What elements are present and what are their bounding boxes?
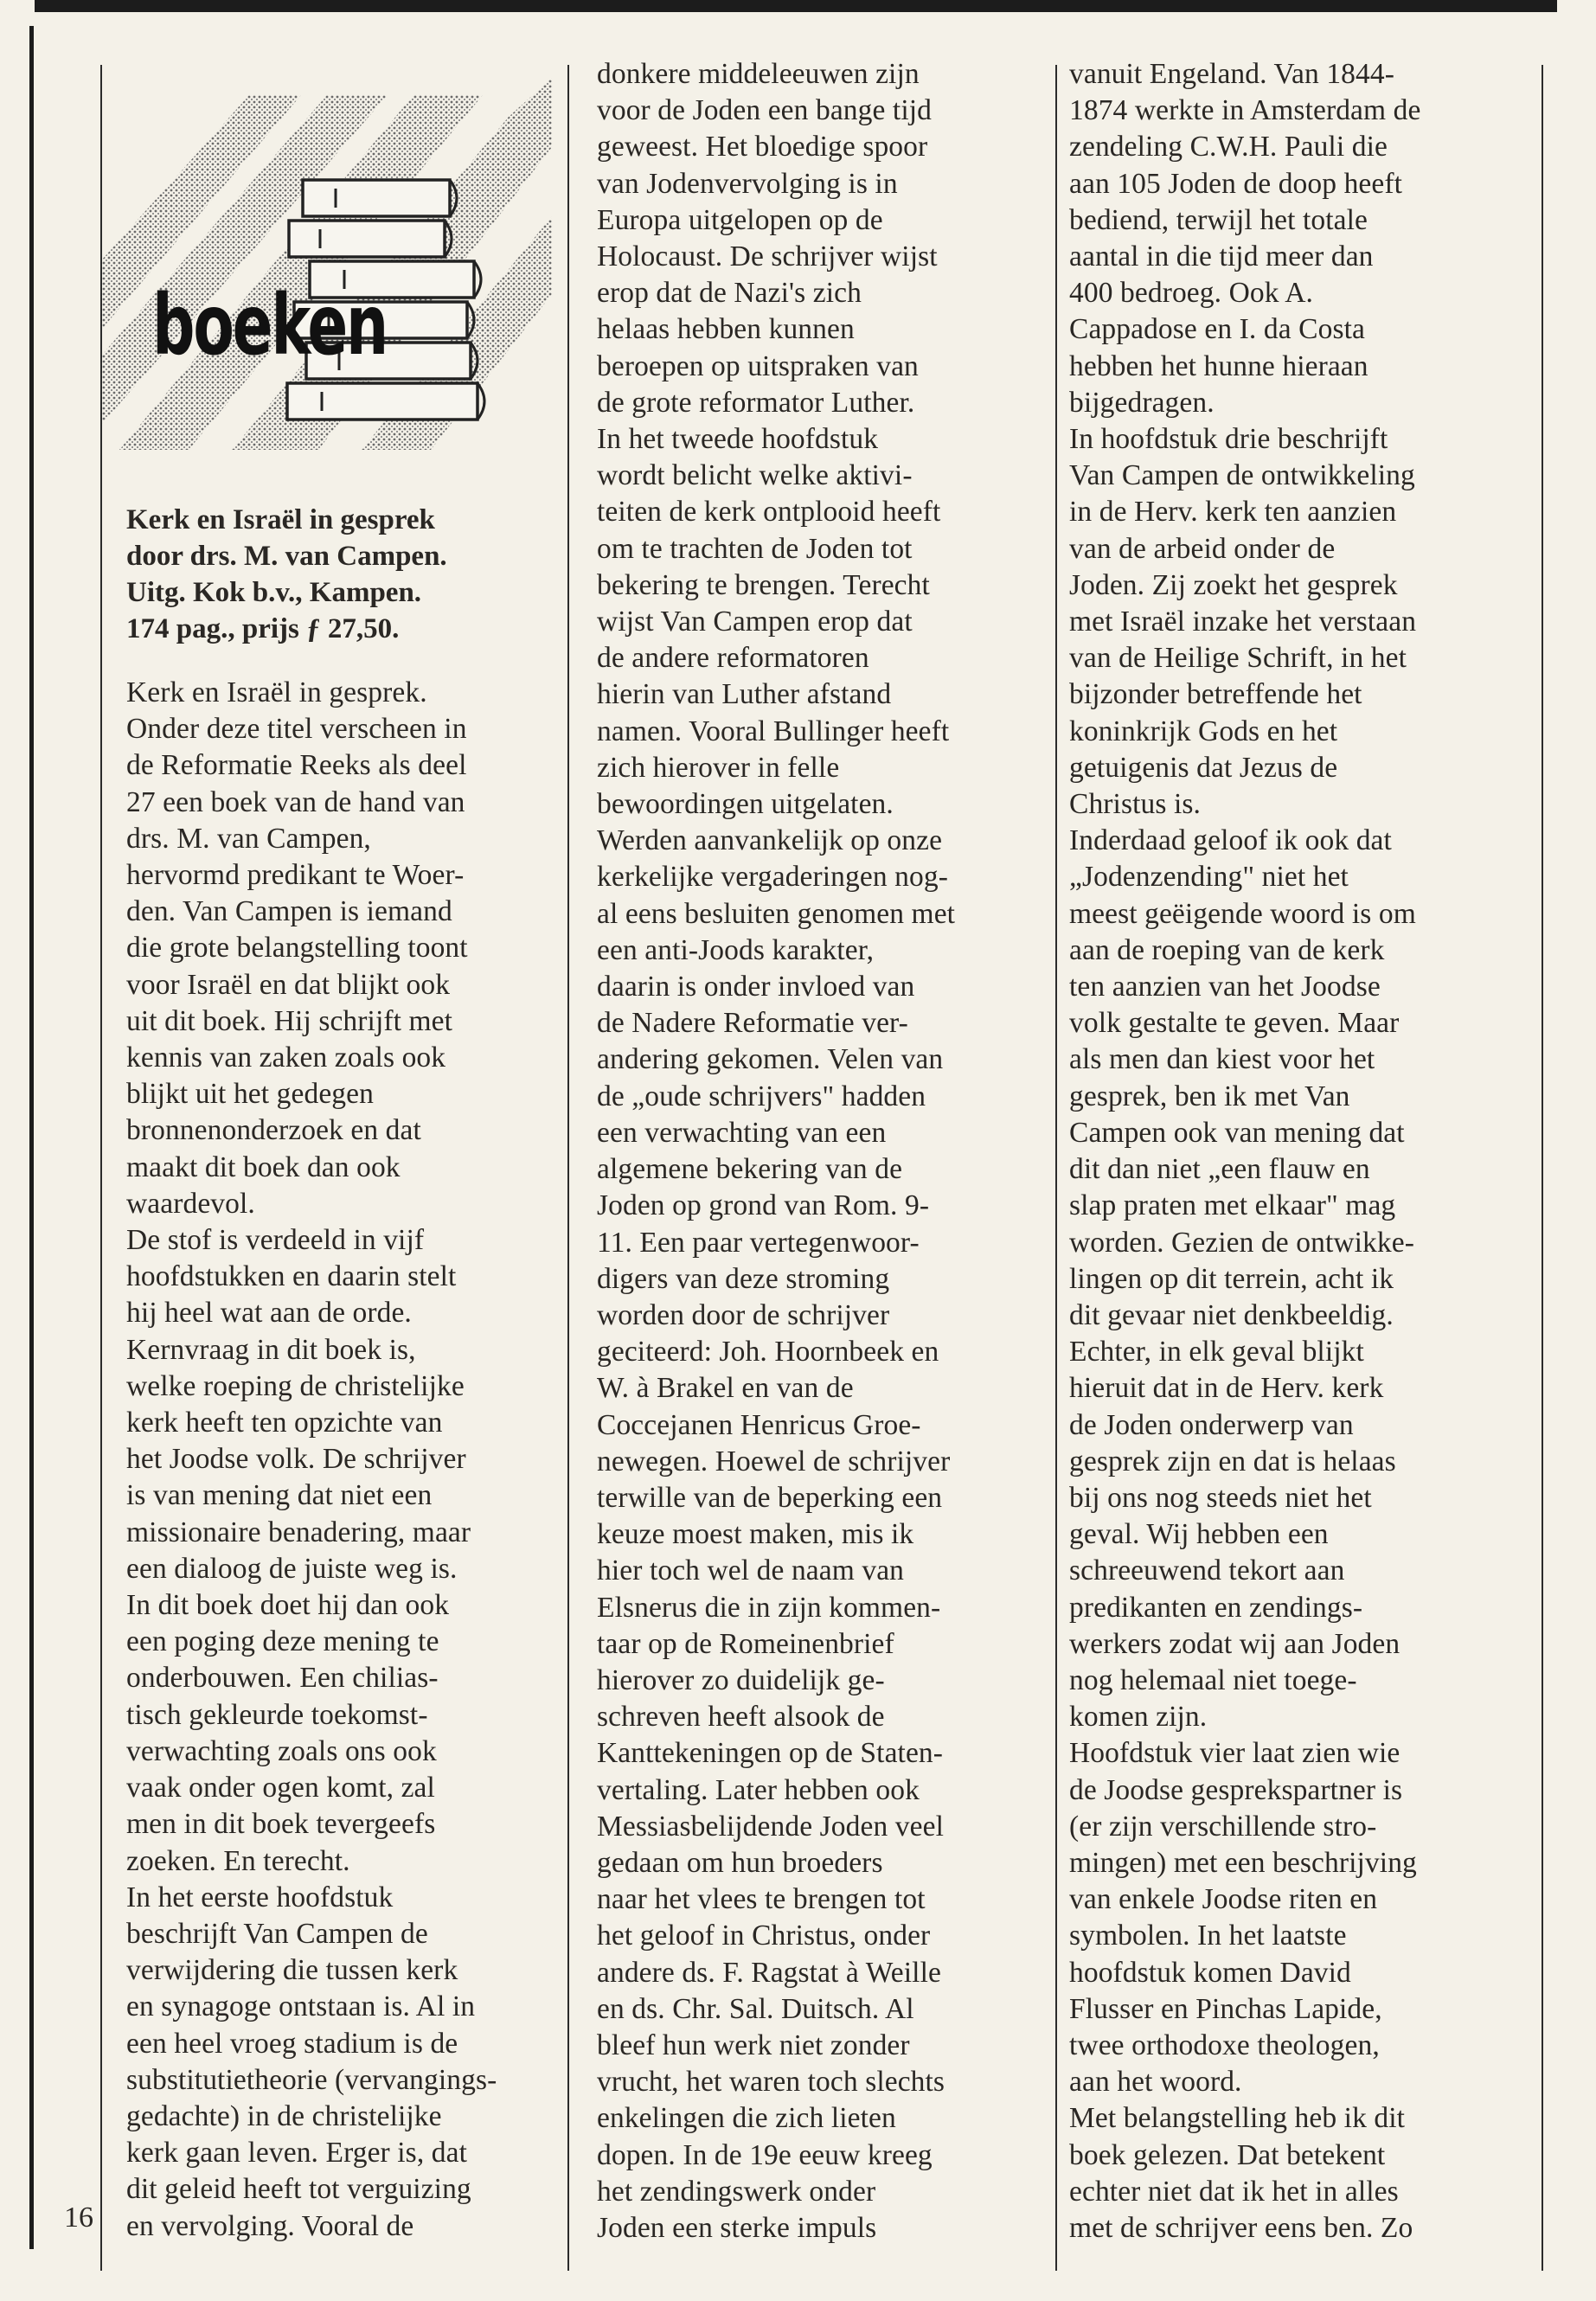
left-margin-rule [29,26,34,2249]
section-header-artwork [102,43,586,502]
column-1-text: Kerk en Israël in gesprek. Onder deze titel verscheen in de Reformatie Reeks als deel 27 een boek van de hand van drs. M. van Campen, hervormd predikant te Woer- den. Van Campen is iemand die grote belangstelling toont voor Israël en dat blijkt ook uit dit boek. Hij schrijft met kennis van zaken zoals ook blijkt uit het gedegen bronnenonderzoek en dat maakt dit boek dan ook waardevol. De stof is verdeeld in vijf hoofdstukken en daarin stelt hij heel wat aan de orde. Kernvraag in dit boek is, welke roeping de christelijke kerk heeft ten opzichte van het Joodse volk. De schrijver is van mening dat niet een missionaire benadering, maar een dialoog de juiste weg is. In dit boek doet hij dan ook een poging deze mening te onderbouwen. Een chilias- tisch gekleurde toekomst- verwachting zoals ons ook vaak onder ogen komt, zal men in dit boek tevergeefs zoeken. En terecht. In het eerste hoofdstuk beschrijft Van Campen de verwijdering die tussen kerk en synagoge ontstaan is. Al in een heel vroeg stadium is de substitutietheorie (vervangings- gedachte) in de christelijke kerk gaan leven. Erger is, dat dit geleid heeft tot verguizing en vervolging. Vooral de [126,676,497,2242]
text-column-1 [126,675,559,2245]
section-heading: boeken [152,277,388,374]
column-rule-4 [1542,65,1543,2271]
column-rule-3 [1055,65,1057,2271]
page-number: 16 [64,2202,93,2234]
column-3-text: vanuit Engeland. Van 1844- 1874 werkte in Amsterdam de zendeling C.W.H. Pauli die aan 105 Joden de doop heeft bediend, terwijl het totale aantal in die tijd meer dan 400 bedroeg. Ook A. Cappadose en I. da Costa hebben het hunne hieraan bijgedragen. In hoofdstuk drie beschrijft Van Campen de ontwikkeling in de Herv. kerk ten aanzien van de arbeid onder de Joden. Zij zoekt het gesprek met Israël inzake het verstaan van de Heilige Schrift, in het bijzonder betreffende het koninkrijk Gods en het getuigenis dat Jezus de Christus is. Inderdaad geloof ik ook dat „Jodenzending" niet het meest geëigende woord is om aan de roeping van de kerk ten aanzien van het Joodse volk gestalte te geven. Maar als men dan kiest voor het gesprek, ben ik met Van Campen ook van mening dat dit dan niet „een flauw en slap praten met elkaar" mag worden. Gezien de ontwikke- lingen op dit terrein, acht ik dit gevaar niet denkbeeldig. Echter, in elk geval blijkt hieruit dat in de Herv. kerk de Joden onderwerp van gesprek zijn en dat is helaas bij ons nog steeds niet het geval. Wij hebben een schreeuwend tekort aan predikanten en zendings- werkers zodat wij aan Joden nog helemaal niet toege- komen zijn. Hoofdstuk vier laat zien wie de Joodse gesprekspartner is (er zijn verschillende stro- mingen) met een beschrijving van enkele Joodse riten en symbolen. In het laatste hoofdstuk komen David Flusser en Pinchas Lapide, twee orthodoxe theologen, aan het woord. Met belangstelling heb ik dit boek gelezen. Dat betekent echter niet dat ik het in alles met de schrijver eens ben. Zo [1069,58,1421,2244]
book-info: Kerk en Israël in gesprek door drs. M. van Campen. Uitg. Kok b.v., Kampen. 174 pag., prijs ƒ 27,50. [126,504,447,644]
text-column-3 [1069,56,1536,2247]
book-stack-icon [102,43,586,502]
column-2-text: donkere middeleeuwen zijn voor de Joden een bange tijd geweest. Het bloedige spoor van Jodenvervolging is in Europa uitgelopen op de Holocaust. De schrijver wijst erop dat de Nazi's zich helaas hebben kunnen beroepen op uitspraken van de grote reformator Luther. In het tweede hoofdstuk wordt belicht welke aktivi- teiten de kerk ontplooid heeft om te trachten de Joden tot bekering te brengen. Terecht wijst Van Campen erop dat de andere reformatoren hierin van Luther afstand namen. Vooral Bullinger heeft zich hierover in felle bewoordingen uitgelaten. Werden aanvankelijk op onze kerkelijke vergaderingen nog- al eens besluiten genomen met een anti-Joods karakter, daarin is onder invloed van de Nadere Reformatie ver- andering gekomen. Velen van de „oude schrijvers" hadden een verwachting van een algemene bekering van de Joden op grond van Rom. 9- 11. Een paar vertegenwoor- digers van deze stroming worden door de schrijver geciteerd: Joh. Hoornbeek en W. à Brakel en van de Coccejanen Henricus Groe- newegen. Hoewel de schrijver terwille van de beperking een keuze moest maken, mis ik hier toch wel de naam van Elsnerus die in zijn kommen- taar op de Romeinenbrief hierover zo duidelijk ge- schreven heeft alsook de Kanttekeningen op de Staten- vertaling. Later hebben ook Messiasbelijdende Joden veel gedaan om hun broeders naar het vlees te brengen tot het geloof in Christus, onder andere ds. F. Ragstat à Weille en ds. Chr. Sal. Duitsch. Al bleef hun werk niet zonder vrucht, het waren toch slechts enkelingen die zich lieten dopen. In de 19e eeuw kreeg het zendingswerk onder Joden een sterke impuls [597,58,956,2244]
text-column-2 [597,56,1047,2247]
top-rule [35,0,1557,12]
